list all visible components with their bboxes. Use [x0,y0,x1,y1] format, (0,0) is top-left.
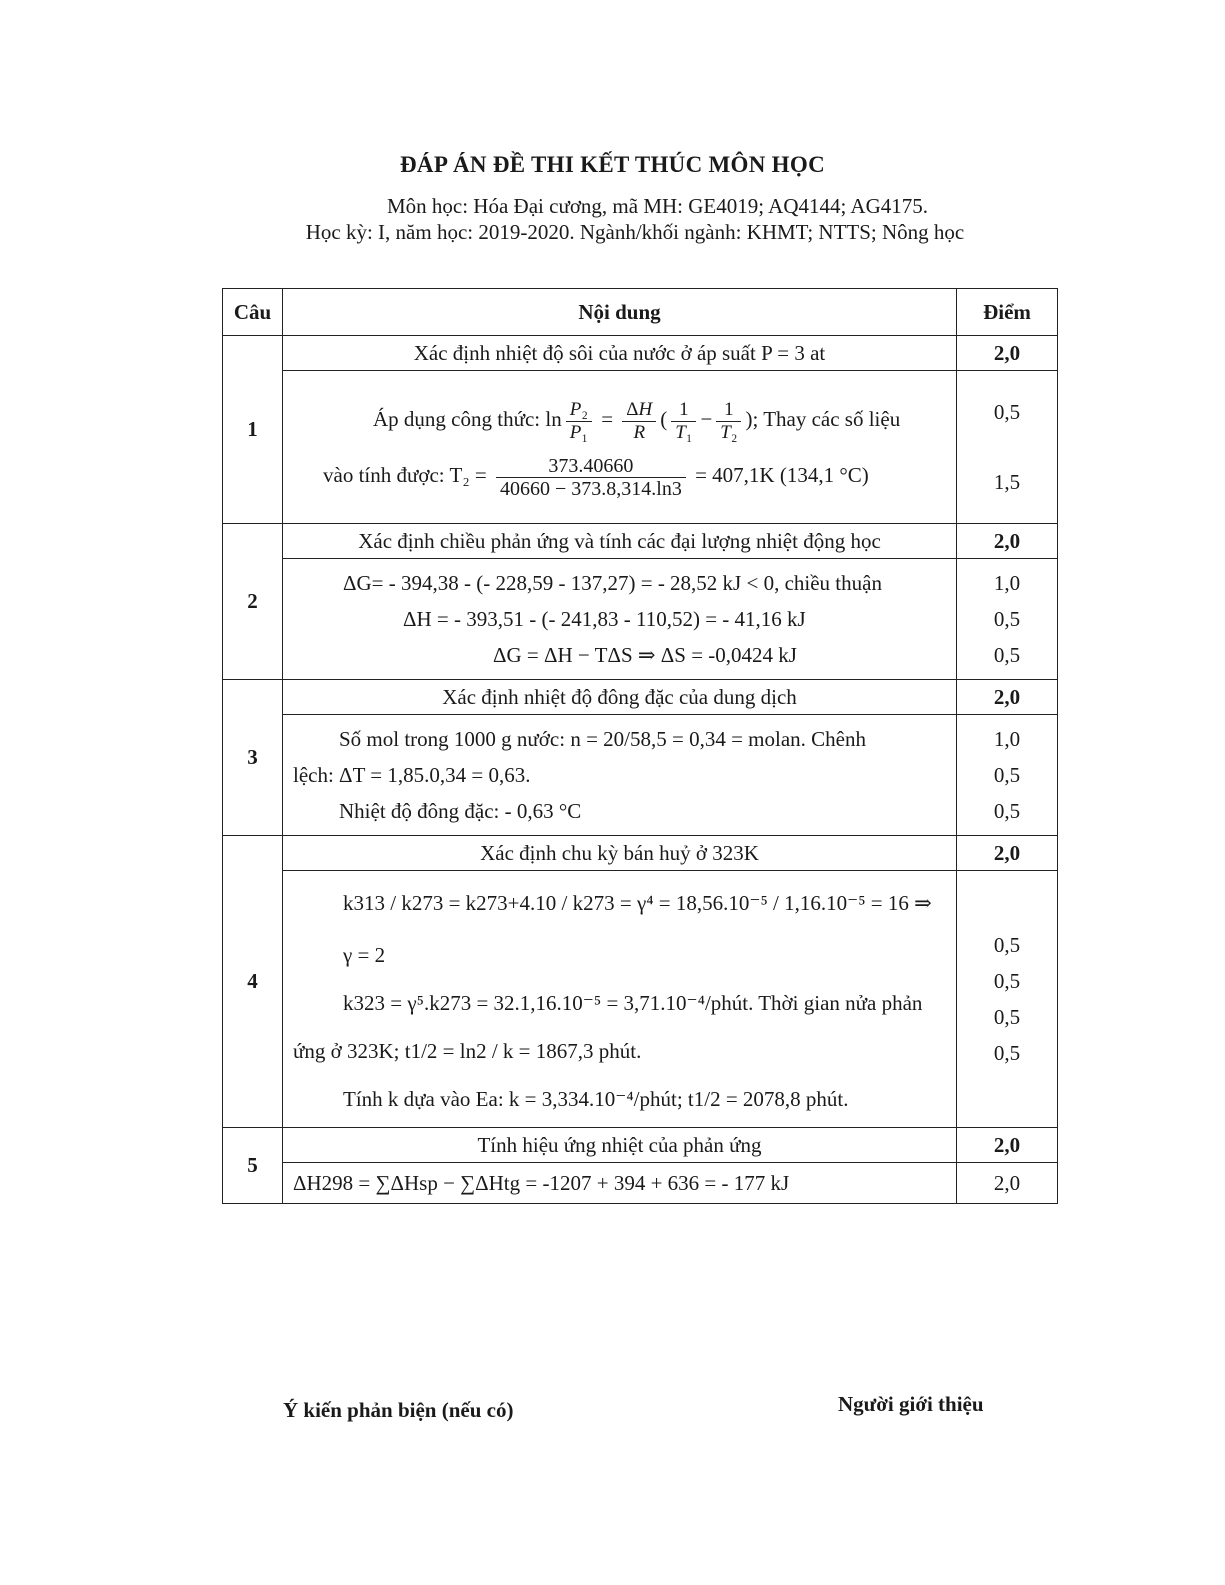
q1-line1-suffix: ; Thay các số liệu [752,407,901,431]
q1-total: 2,0 [957,336,1058,371]
q1-t2-fraction [496,455,686,500]
q2-line-1: ΔG= - 394,38 - (- 228,59 - 137,27) = - 28,52 kJ < 0, chiều thuận [343,571,882,595]
q4-line-2: k323 = γ⁵.k273 = 32.1,16.10⁻⁵ = 3,71.10⁻⁴/phút. Thời gian nửa phản [343,991,923,1015]
q5-body [283,1163,957,1204]
q1-line2-suffix: = 407,1K (134,1 °C) [695,463,869,487]
q4-line-3: ứng ở 323K; t1/2 = ln2 / k = 1867,3 phút. [293,1039,642,1063]
q3-score-2: 0,5 [993,763,1021,787]
q1-score-1: 0,5 [993,400,1021,424]
q1-line2-prefix: vào tính được: T₂ = [323,463,487,487]
q5-line: ΔH298 = ∑ΔHsp − ∑ΔHtg = -1207 + 394 + 636 = - 177 kJ [293,1171,790,1195]
q2-total: 2,0 [957,524,1058,559]
q1-scores [957,371,1058,524]
q5-body-row [223,1163,1058,1204]
reviewer-comment-label: Ý kiến phản biện (nếu có) [283,1398,514,1422]
q4-body [283,871,957,1128]
q3-number: 3 [223,680,283,836]
q2-line-3: ΔG = ΔH − TΔS ⇒ ΔS = -0,0424 kJ [493,643,797,667]
q1-title-row [223,336,1058,371]
q2-title: Xác định chiều phản ứng và tính các đại lượng nhiệt động học [283,524,957,559]
q1-frac-den: 40660 − 373.8,314.ln3 [500,477,682,500]
q2-title-row [223,524,1058,559]
semester-line: Học kỳ: I, năm học: 2019-2020. Ngành/khối ngành: KHMT; NTTS; Nông học [305,220,965,244]
q2-number: 2 [223,524,283,680]
q3-total: 2,0 [957,680,1058,715]
q5-title: Tính hiệu ứng nhiệt của phản ứng [283,1128,957,1163]
q1-body-row [223,371,1058,524]
q2-body [283,559,957,680]
q4-line-1: k313 / k273 = k273+4.10 / k273 = γ⁴ = 18,56.10⁻⁵ / 1,16.10⁻⁵ = 16 ⇒ γ = 2 [343,891,932,967]
q5-number: 5 [223,1128,283,1204]
q3-body [283,715,957,836]
q5-score: 2,0 [957,1163,1058,1204]
q1-title: Xác định nhiệt độ sôi của nước ở áp suất P = 3 at [283,336,957,371]
q1-score-2: 1,5 [993,470,1021,494]
q4-score-3: 0,5 [993,1005,1021,1029]
q1-body: Áp dụng công thức: ln $\frac{\text{P₂}}{\text{P₁}}$ = $\frac{\Delta H}{R}$ ( $\frac{1}{\text{T₁}}$ − $\frac{1}{\text{T₂}}$ ); Thay các số liệu vào tính được: T₂ = $\frac{373.40660}{40660 - 373.8,314.\ln 3}$ = 407,1K (134,1 °C) [283,371,957,524]
q5-total: 2,0 [957,1128,1058,1163]
q5-title-row [223,1128,1058,1163]
q2-scores [957,559,1058,680]
q3-line-3: Nhiệt độ đông đặc: - 0,63 °C [339,799,582,823]
q3-body-row [223,715,1058,836]
q3-title: Xác định nhiệt độ đông đặc của dung dịch [283,680,957,715]
q2-body-row [223,559,1058,680]
q4-score-1: 0,5 [993,933,1021,957]
q4-total: 2,0 [957,836,1058,871]
answer-table [222,288,1058,1204]
q4-number: 4 [223,836,283,1128]
q1-number: 1 [223,336,283,524]
q3-title-row [223,680,1058,715]
q3-scores [957,715,1058,836]
q4-title: Xác định chu kỳ bán huỷ ở 323K [283,836,957,871]
q1-line1-prefix: Áp dụng công thức: ln [373,407,562,431]
q2-line-2: ΔH = - 393,51 - (- 241,83 - 110,52) = - 41,16 kJ [403,607,806,631]
q4-body-row [223,871,1058,1128]
q2-score-1: 1,0 [993,571,1021,595]
q1-pressure-ratio: $\frac{\text{P₂}}{\text{P₁}}$ [566,399,592,444]
q4-score-2: 0,5 [993,969,1021,993]
document-title: ĐÁP ÁN ĐỀ THI KẾT THÚC MÔN HỌC [400,152,825,177]
header-noidung: Nội dung [283,289,957,336]
q4-title-row [223,836,1058,871]
q4-score-4: 0,5 [993,1041,1021,1065]
header-diem: Điểm [957,289,1058,336]
q1-dh-over-r: $\frac{\Delta H}{R}$ [622,399,656,444]
q4-line-4: Tính k dựa vào Ea: k = 3,334.10⁻⁴/phút; t1/2 = 2078,8 phút. [343,1087,849,1111]
q3-line-1: Số mol trong 1000 g nước: n = 20/58,5 = 0,34 = molan. Chênh [339,727,866,751]
subject-line: Môn học: Hóa Đại cương, mã MH: GE4019; AQ4144; AG4175. [386,194,929,218]
q4-scores [957,871,1058,1128]
q2-score-3: 0,5 [993,643,1021,667]
q3-line-2: lệch: ΔT = 1,85.0,34 = 0,63. [293,763,531,787]
q2-score-2: 0,5 [993,607,1021,631]
q3-score-1: 1,0 [993,727,1021,751]
introducer-label: Người giới thiệu [838,1392,984,1416]
q1-frac-num: 373.40660 [496,455,686,478]
table-header-row [223,289,1058,336]
q3-score-3: 0,5 [993,799,1021,823]
header-cau: Câu [223,289,283,336]
